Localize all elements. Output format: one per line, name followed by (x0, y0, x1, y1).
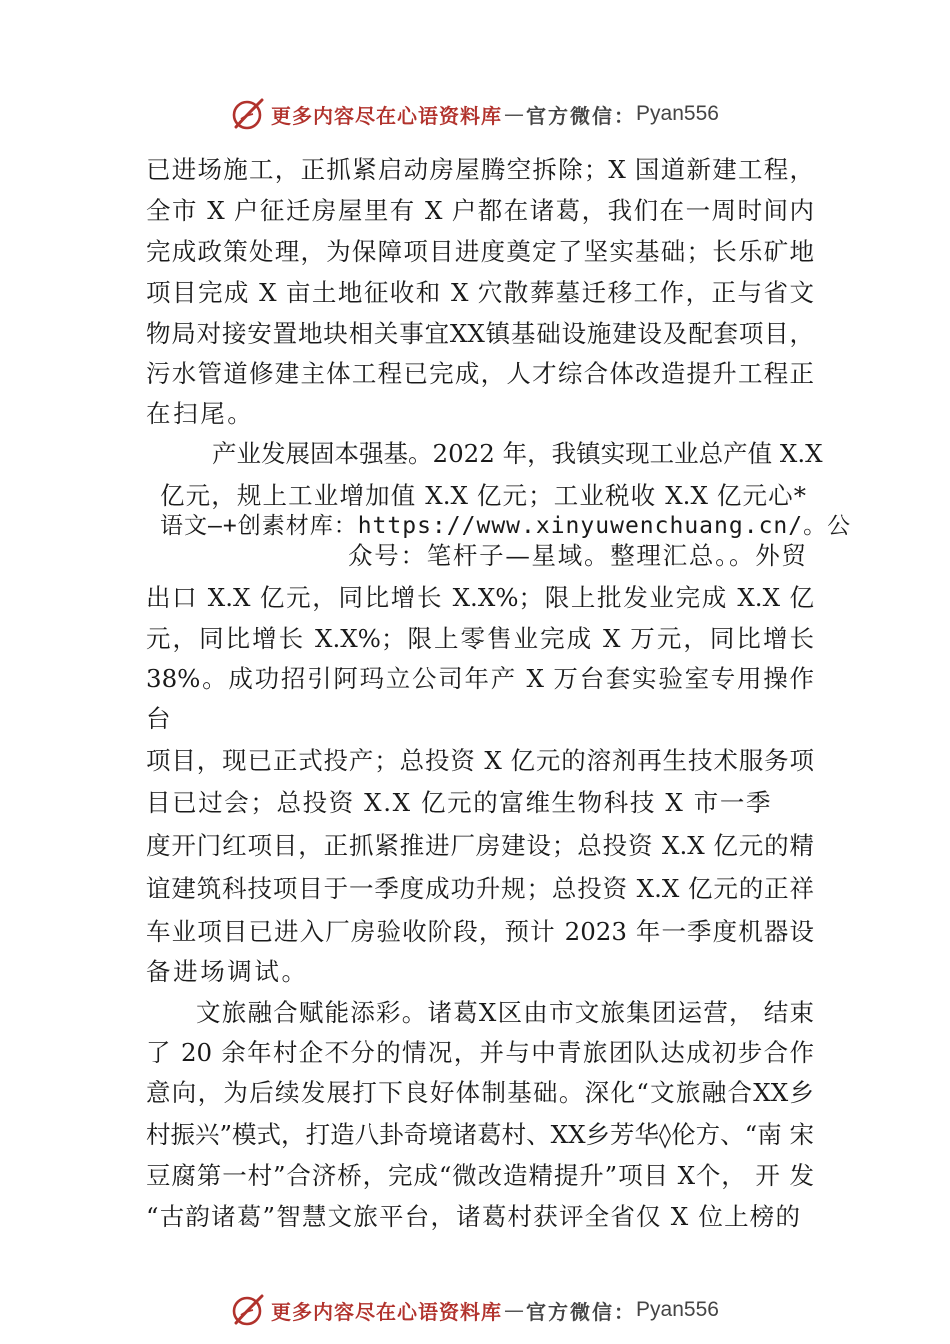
body-line: 了 20 余年村企不分的情况，并与中青旅团队达成初步合作 (146, 1038, 814, 1067)
body-line: 元，同比增长 X.X%；限上零售业完成 X 万元，同比增长 (146, 624, 814, 653)
paragraph-heading-line: 文旅融合赋能添彩。诸葛X区由市文旅集团运营， 结束 (196, 998, 814, 1027)
brush-logo-icon (231, 97, 265, 131)
watermark-separator: — (504, 102, 525, 126)
body-line: 谊建筑科技项目于一季度成功升规；总投资 X.X 亿元的正祥 (146, 874, 814, 903)
body-line: 38%。成功招引阿玛立公司年产 X 万台套实验室专用操作 (146, 664, 814, 693)
inserted-promo-line: 语文—+创素材库：https://www.xinyuwenchuang.cn/。公 (160, 513, 852, 539)
body-line: 台 (146, 704, 174, 733)
body-line: 在扫尾。 (146, 399, 255, 428)
watermark-wechat-id: Pyan556 (636, 102, 719, 125)
body-line: 亿元，规上工业增加值 X.X 亿元；工业税收 X.X 亿元心* (160, 481, 806, 510)
body-line: 完成政策处理，为保障项目进度奠定了坚实基础；长乐矿地 (146, 237, 814, 266)
watermark-text: 更多内容尽在心语资料库 (271, 1299, 503, 1324)
body-line: 豆腐第一村”合济桥，完成“微改造精提升”项目 X个， 开 发 (146, 1161, 814, 1190)
watermark-text: 更多内容尽在心语资料库 (271, 103, 503, 128)
watermark-wechat-label: 官方微信： (526, 1299, 637, 1324)
paragraph-heading-line: 产业发展固本强基。2022 年，我镇实现工业总产值 X.X (212, 439, 823, 468)
body-line: 项目，现已正式投产；总投资 X 亿元的溶剂再生技术服务项 (146, 746, 814, 775)
body-line: 度开门红项目，正抓紧推进厂房建设；总投资 X.X 亿元的精 (146, 831, 814, 860)
inserted-promo-line: 众号：笔杆子—星域。整理汇总。。外贸 (348, 541, 806, 570)
body-line: 已进场施工，正抓紧启动房屋腾空拆除；X 国道新建工程， (146, 155, 814, 184)
body-line: 备进场调试。 (146, 957, 309, 986)
body-line: 意向，为后续发展打下良好体制基础。深化“文旅融合XX乡 (146, 1078, 814, 1107)
body-line: 车业项目已进入厂房验收阶段，预计 2023 年一季度机器设 (146, 917, 814, 946)
body-line: 污水管道修建主体工程已完成，人才综合体改造提升工程正 (146, 359, 814, 388)
watermark-banner-bottom (0, 1290, 950, 1330)
body-line: 物局对接安置地块相关事宜XX镇基础设施建设及配套项目， (146, 319, 814, 348)
body-line: 全市 X 户征迁房屋里有 X 户都在诸葛，我们在一周时间内 (146, 196, 814, 225)
body-line: 村振兴”模式，打造八卦奇境诸葛村、XX乡芳华◊伦方、“南 宋 (146, 1120, 814, 1149)
watermark-wechat-id: Pyan556 (636, 1298, 719, 1321)
body-line: 出口 X.X 亿元，同比增长 X.X%；限上批发业完成 X.X 亿 (146, 583, 814, 612)
body-line: “古韵诸葛”智慧文旅平台，诸葛村获评全省仅 X 位上榜的 (146, 1202, 802, 1231)
watermark-banner-top (0, 94, 950, 134)
body-line: 目已过会；总投资 X.X 亿元的富维生物科技 X 市一季 (146, 788, 773, 817)
watermark-wechat-label: 官方微信： (526, 103, 637, 128)
body-line: 项目完成 X 亩土地征收和 X 穴散葬墓迁移工作，正与省文 (146, 278, 814, 307)
brush-logo-icon (231, 1293, 265, 1327)
watermark-separator: — (504, 1298, 525, 1322)
